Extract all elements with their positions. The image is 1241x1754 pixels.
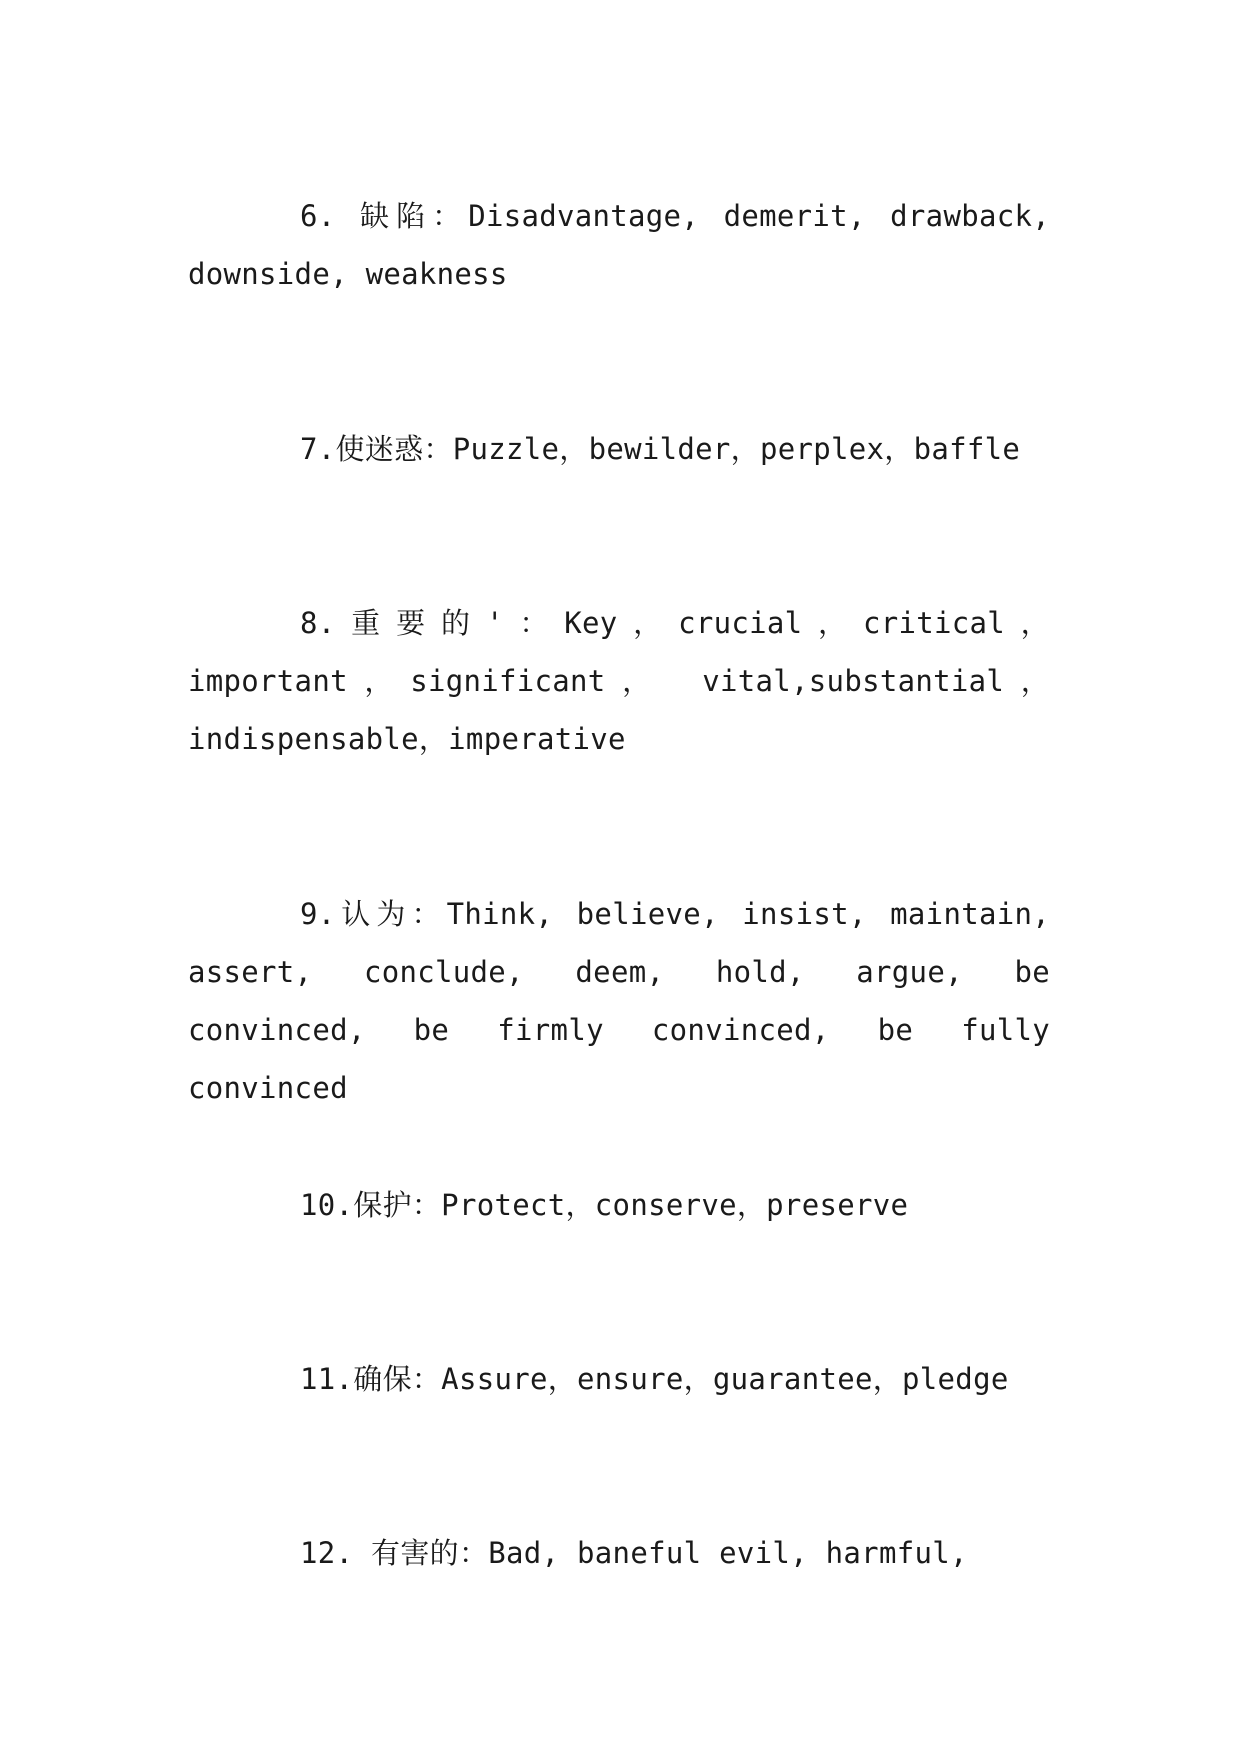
entry-10-protect: 10.保护：Protect，conserve，preserve <box>300 1188 909 1222</box>
entry-9-think: 9.认为：Think, believe, insist, maintain, assert, conclude, deem, hold, argue, be convinced, be firmly convinced, be fully convinced <box>188 897 1050 1105</box>
entry-7-puzzle: 7.使迷惑：Puzzle，bewilder，perplex，baffle <box>300 432 1021 466</box>
entry-12-harmful: 12. 有害的：Bad, baneful evil, harmful, <box>300 1536 968 1570</box>
entry-6-disadvantage: 6. 缺陷：Disadvantage, demerit, drawback, downside, weakness <box>188 199 1050 291</box>
entry-8-important: 8.重要的'：Key，crucial，critical，important，significant， vital,substantial， indispensable，imperative <box>188 606 1050 756</box>
entry-11-ensure: 11.确保：Assure，ensure，guarantee，pledge <box>300 1362 1009 1396</box>
